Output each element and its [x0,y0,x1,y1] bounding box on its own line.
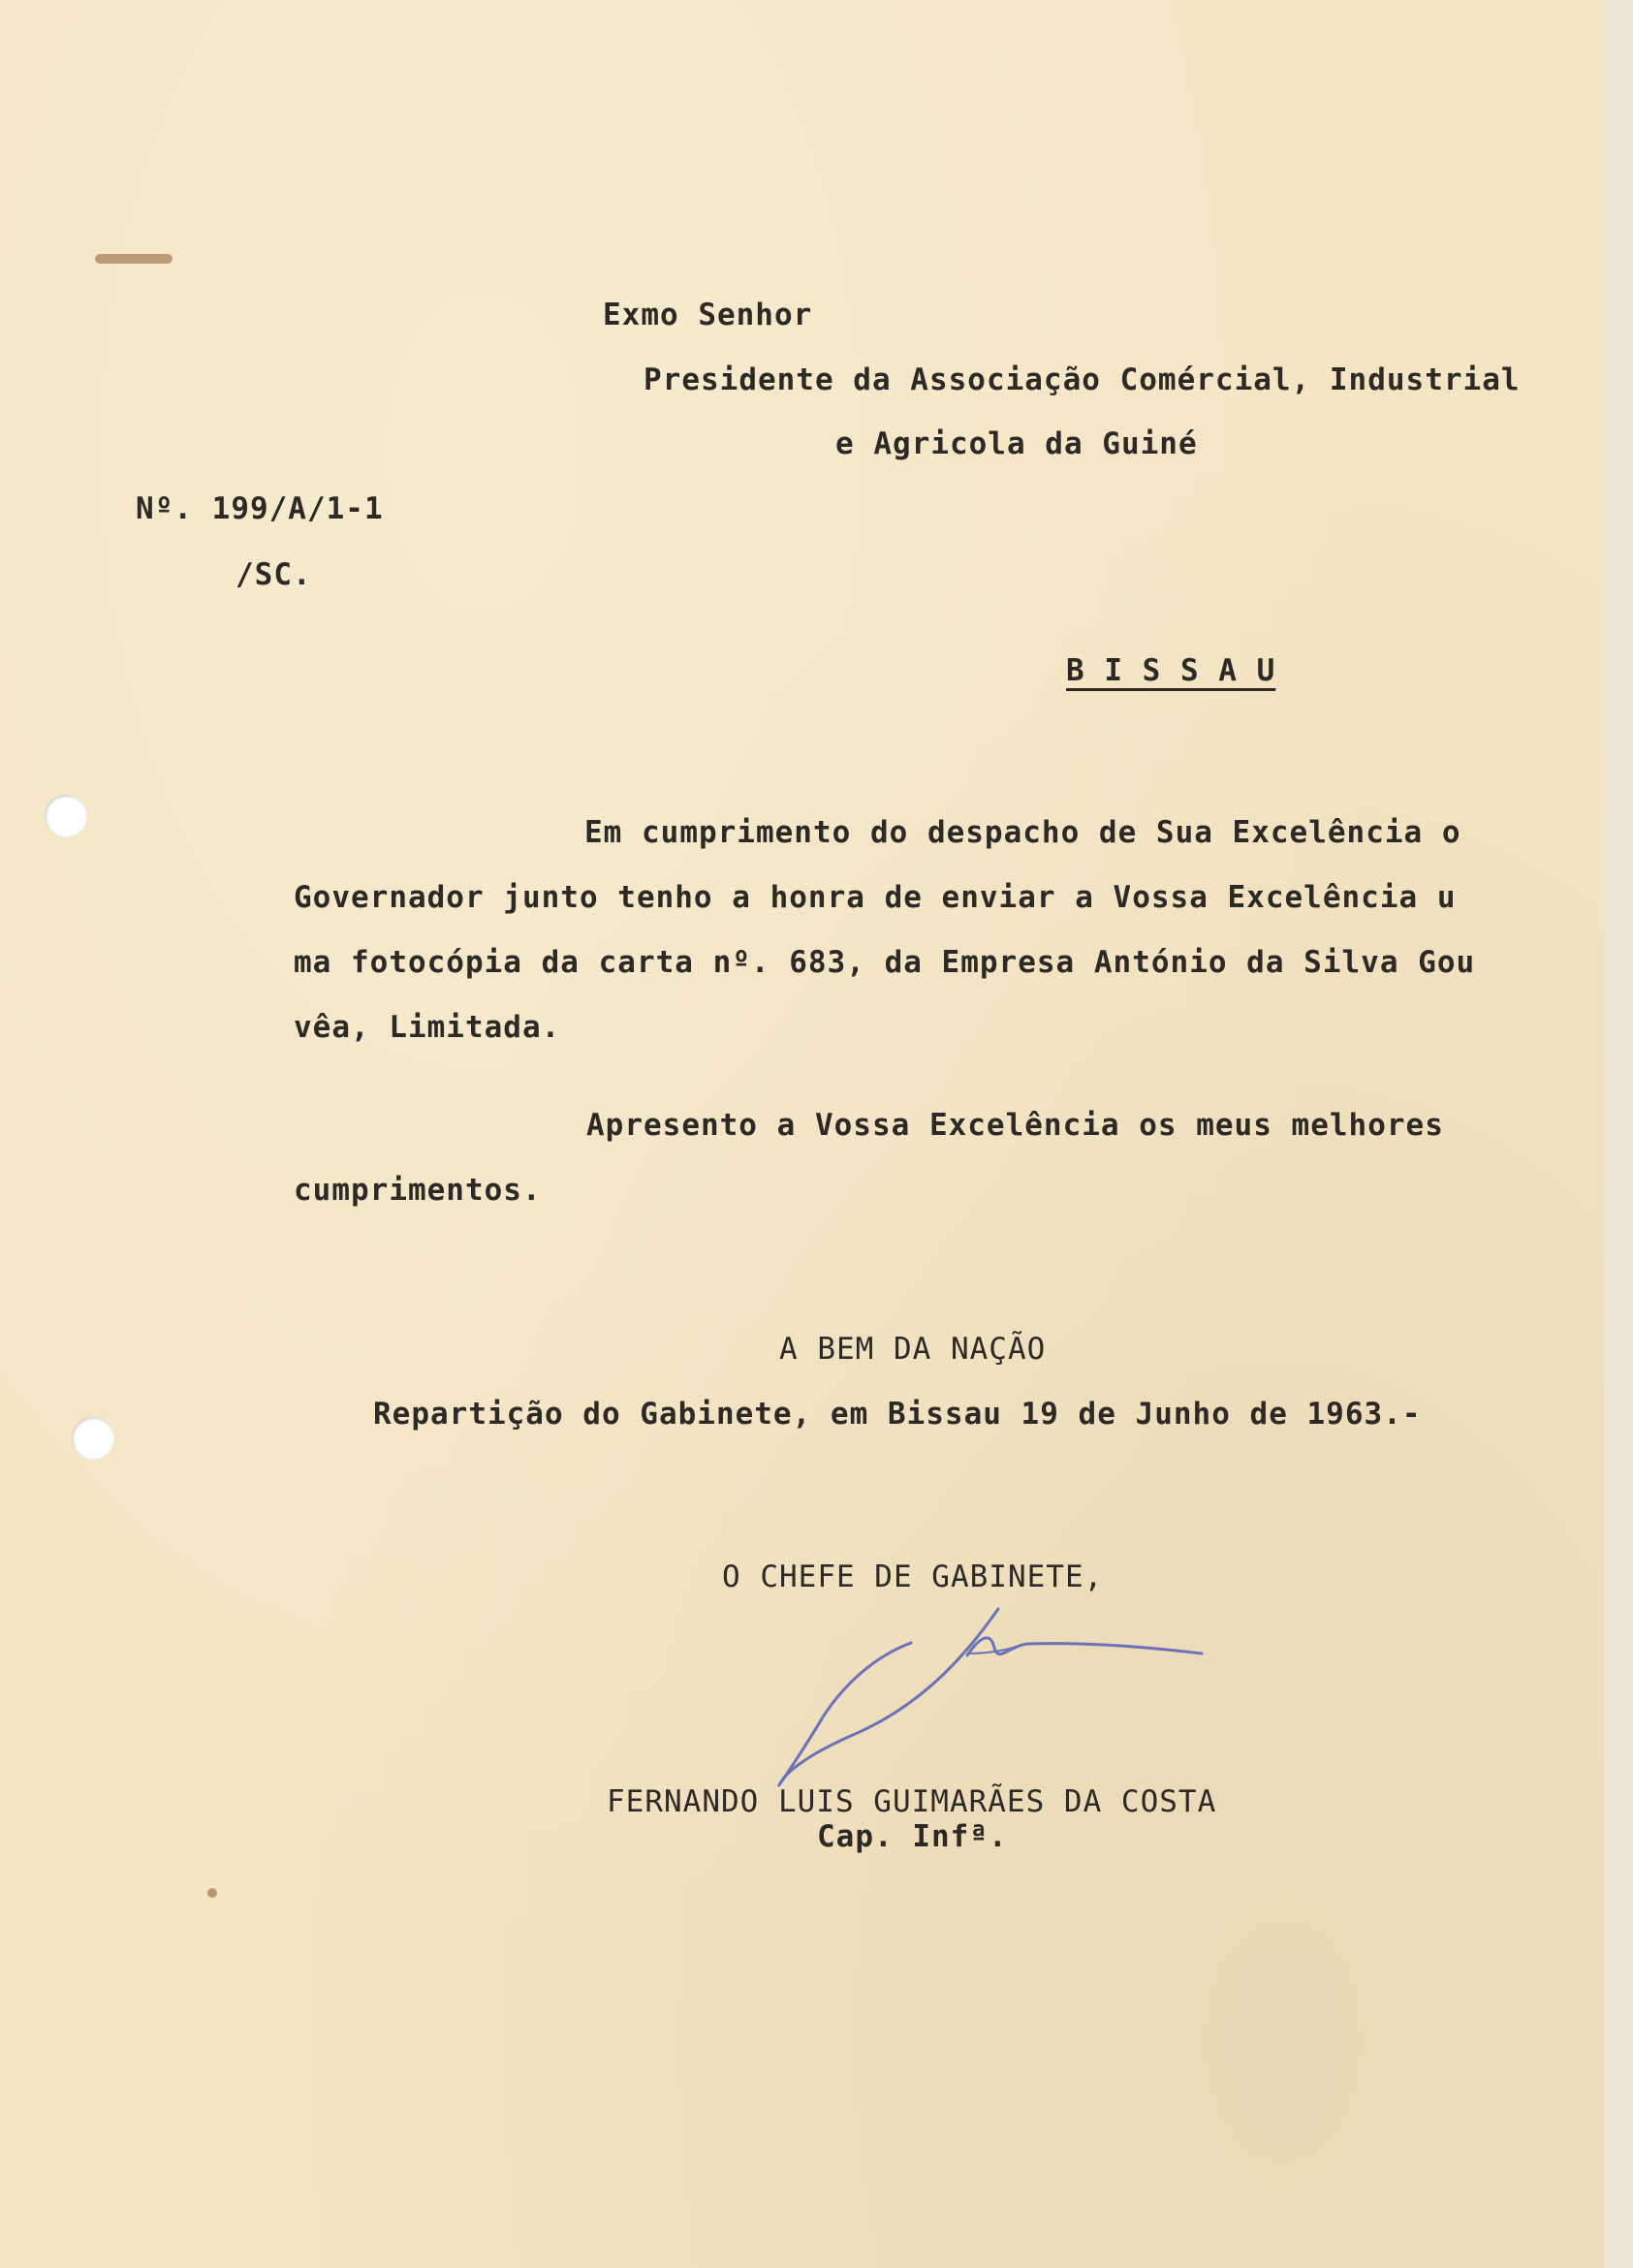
addressee-line-1: Presidente da Associação Comércial, Industrial [644,362,1521,397]
rust-spot [207,1888,217,1898]
body-line-3: ma fotocópia da carta nº. 683, da Empresa António da Silva Gou [294,945,1476,980]
reference-code: /SC. [236,557,312,592]
body-line-1: Em cumprimento do despacho de Sua Excelência o [584,815,1461,850]
motto: A BEM DA NAÇÃO [779,1332,1047,1367]
place-date: Repartição do Gabinete, em Bissau 19 de Junho de 1963.- [373,1397,1422,1432]
addressee-line-2: e Agricola da Guiné [835,426,1198,461]
signatory-title: O CHEFE DE GABINETE, [722,1559,1104,1594]
greeting-line-2: cumprimentos. [294,1173,542,1208]
body-line-4: vêa, Limitada. [294,1010,561,1045]
rust-stain [95,254,173,264]
punch-hole-bottom [72,1417,114,1460]
body-line-2: Governador junto tenho a honra de enviar a Vossa Excelência u [294,880,1457,915]
signatory-rank: Cap. Infª. [817,1819,1008,1854]
salutation: Exmo Senhor [603,298,813,332]
punch-hole-top [45,795,87,837]
handwritten-signature [766,1599,1211,1793]
signatory-name: FERNANDO LUIS GUIMARÃES DA COSTA [607,1784,1217,1819]
city-heading: B I S S A U [1066,653,1276,688]
greeting-line-1: Apresento a Vossa Excelência os meus melhores [586,1108,1444,1143]
reference-number: Nº. 199/A/1-1 [136,491,384,526]
scan-edge [1604,0,1633,2268]
